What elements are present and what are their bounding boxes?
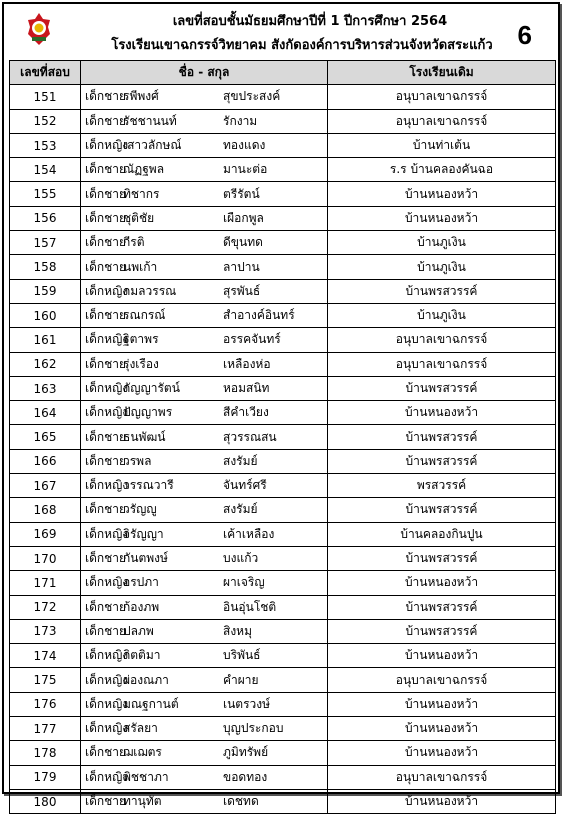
table-row	[10, 425, 556, 449]
name-prefix: เด็กหญิง	[85, 405, 129, 420]
exam-number-cell: 177	[10, 717, 81, 741]
exam-number-cell: 153	[10, 133, 81, 157]
previous-school-cell: บ้านภูเงิน	[328, 231, 556, 255]
last-name: บริพันธ์	[223, 648, 261, 663]
last-name: สีคำเวียง	[223, 405, 269, 420]
first-name: ทิชากร	[123, 186, 160, 201]
first-name: พิชชาภา	[123, 769, 169, 784]
student-name-cell	[81, 158, 328, 182]
name-prefix: เด็กหญิง	[85, 575, 129, 590]
table-row	[10, 789, 556, 813]
student-name-cell	[81, 474, 328, 498]
first-name: อรปภา	[123, 575, 159, 590]
first-name: รณกรณ์	[123, 308, 166, 323]
school-logo	[26, 12, 52, 46]
student-name-cell	[81, 595, 328, 619]
student-name-cell	[81, 425, 328, 449]
first-name: รุ่งเรือง	[123, 356, 159, 371]
name-prefix: เด็กชาย	[85, 210, 127, 225]
table-row	[10, 474, 556, 498]
column-header-exam-no: เลขที่สอบ	[10, 61, 81, 85]
previous-school-cell: ร.ร บ้านคลองคันฉอ	[328, 158, 556, 182]
first-name: ฌเฌตร	[123, 745, 162, 760]
name-prefix: เด็กชาย	[85, 745, 127, 760]
name-prefix: เด็กชาย	[85, 356, 127, 371]
exam-number-cell: 162	[10, 352, 81, 376]
first-name: กันตพงษ์	[123, 551, 168, 566]
table-header-row	[10, 61, 556, 85]
previous-school-cell: บ้านหนองหว้า	[328, 571, 556, 595]
first-name: ฐิตาพร	[123, 332, 159, 347]
exam-number-cell: 173	[10, 619, 81, 643]
name-prefix: เด็กชาย	[85, 235, 127, 250]
last-name: อรรคจันทร์	[223, 332, 281, 347]
student-name-cell	[81, 109, 328, 133]
first-name: วรพล	[123, 453, 152, 468]
student-name-cell	[81, 133, 328, 157]
exam-number-table	[9, 60, 556, 814]
last-name: หอมสนิท	[223, 381, 270, 395]
table-row	[10, 231, 556, 255]
previous-school-cell: อนุบาลเขาฉกรรจ์	[328, 109, 556, 133]
table-row	[10, 765, 556, 789]
table-row	[10, 279, 556, 303]
student-name-cell	[81, 571, 328, 595]
name-prefix: เด็กชาย	[85, 186, 127, 201]
student-name-cell	[81, 85, 328, 109]
student-name-cell	[81, 231, 328, 255]
previous-school-cell: บ้านคลองกินปูน	[328, 522, 556, 546]
first-name: ปลภพ	[123, 623, 154, 638]
first-name: กัญญารัตน์	[123, 381, 180, 395]
table-row	[10, 109, 556, 133]
name-prefix: เด็กหญิง	[85, 381, 129, 395]
table-row	[10, 522, 556, 546]
document-subtitle: โรงเรียนเขาฉกรรจ์วิทยาคม สังกัดองค์การบริหารส่วนจังหวัดสระแก้ว	[111, 38, 493, 53]
last-name: เดชทด	[223, 794, 259, 809]
last-name: สิงหมุ	[223, 623, 253, 638]
name-prefix: เด็กชาย	[85, 453, 127, 468]
previous-school-cell: บ้านพรสวรรค์	[328, 449, 556, 473]
student-name-cell	[81, 206, 328, 230]
exam-number-cell: 159	[10, 279, 81, 303]
last-name: เค้าเหลือง	[223, 526, 275, 541]
table-row	[10, 206, 556, 230]
student-name-cell	[81, 449, 328, 473]
previous-school-cell: บ้านพรสวรรค์	[328, 498, 556, 522]
last-name: สงรัมย์	[223, 502, 258, 517]
last-name: จันทร์ศรี	[223, 478, 267, 493]
name-prefix: เด็กชาย	[85, 259, 127, 274]
previous-school-cell: บ้านหนองหว้า	[328, 717, 556, 741]
previous-school-cell: บ้านหนองหว้า	[328, 644, 556, 668]
exam-number-cell: 163	[10, 376, 81, 400]
first-name: เสาวลักษณ์	[123, 138, 182, 153]
first-name: มณฐกานต์	[123, 696, 179, 711]
name-prefix: เด็กหญิง	[85, 721, 129, 736]
first-name: รพีพงศ์	[123, 89, 159, 104]
last-name: รักงาม	[223, 113, 258, 128]
exam-number-cell: 157	[10, 231, 81, 255]
previous-school-cell: อนุบาลเขาฉกรรจ์	[328, 765, 556, 789]
last-name: เนตรวงษ์	[223, 696, 271, 711]
name-prefix: เด็กชาย	[85, 599, 127, 614]
exam-number-cell: 179	[10, 765, 81, 789]
name-prefix: เด็กหญิง	[85, 648, 129, 663]
exam-number-cell: 155	[10, 182, 81, 206]
page-number: 6	[517, 20, 532, 50]
first-name: ก้องภพ	[123, 599, 160, 614]
student-name-cell	[81, 522, 328, 546]
last-name: ขอดทอง	[223, 769, 268, 784]
student-name-cell	[81, 765, 328, 789]
last-name: เผือกพูล	[223, 210, 264, 225]
table-row	[10, 133, 556, 157]
table-row	[10, 449, 556, 473]
previous-school-cell: บ้านพรสวรรค์	[328, 619, 556, 643]
name-prefix: เด็กหญิง	[85, 332, 129, 347]
last-name: ภูมิทรัพย์	[223, 745, 269, 760]
exam-number-cell: 172	[10, 595, 81, 619]
first-name: ผ่องณภา	[123, 672, 169, 687]
name-prefix: เด็กหญิง	[85, 696, 129, 711]
student-name-cell	[81, 401, 328, 425]
last-name: สำอางค์อินทร์	[223, 308, 295, 323]
student-name-cell	[81, 352, 328, 376]
table-row	[10, 692, 556, 716]
last-name: ลาปาน	[223, 259, 260, 274]
table-row	[10, 401, 556, 425]
first-name: นพเก้า	[123, 259, 158, 274]
first-name: กมลวรรณ	[123, 283, 177, 298]
last-name: บงแก้ว	[223, 551, 259, 566]
previous-school-cell: อนุบาลเขาฉกรรจ์	[328, 352, 556, 376]
student-name-cell	[81, 376, 328, 400]
previous-school-cell: บ้านพรสวรรค์	[328, 425, 556, 449]
previous-school-cell: บ้านพรสวรรค์	[328, 546, 556, 570]
first-name: ชุติชัย	[123, 210, 155, 225]
first-name: รัชชานนท์	[123, 113, 177, 128]
student-name-cell	[81, 668, 328, 692]
exam-number-cell: 176	[10, 692, 81, 716]
document-title: เลขที่สอบชั้นมัธยมศึกษาปีที่ 1 ปีการศึกษา 2564	[172, 14, 448, 29]
first-name: จิรัญญา	[123, 526, 164, 541]
table-row	[10, 546, 556, 570]
table-row	[10, 182, 556, 206]
previous-school-cell: บ้านหนองหว้า	[328, 182, 556, 206]
name-prefix: เด็กหญิง	[85, 672, 129, 687]
table-row	[10, 571, 556, 595]
exam-number-cell: 168	[10, 498, 81, 522]
name-prefix: เด็กชาย	[85, 89, 127, 104]
student-name-cell	[81, 182, 328, 206]
first-name: ธนพัฒน์	[123, 429, 166, 444]
first-name: สรัลยา	[123, 721, 158, 736]
previous-school-cell: บ้านหนองหว้า	[328, 206, 556, 230]
student-name-cell	[81, 692, 328, 716]
previous-school-cell: บ้านพรสวรรค์	[328, 376, 556, 400]
previous-school-cell: บ้านภูเงิน	[328, 255, 556, 279]
exam-number-cell: 165	[10, 425, 81, 449]
table-row	[10, 376, 556, 400]
exam-number-cell: 174	[10, 644, 81, 668]
last-name: สุรพันธ์	[223, 283, 261, 298]
exam-number-cell: 171	[10, 571, 81, 595]
student-name-cell	[81, 717, 328, 741]
table-row	[10, 158, 556, 182]
last-name: อินอุ่นโชติ	[223, 599, 277, 614]
last-name: สงรัมย์	[223, 453, 258, 468]
table-row	[10, 595, 556, 619]
table-row	[10, 85, 556, 109]
name-prefix: เด็กชาย	[85, 162, 127, 177]
name-prefix: เด็กชาย	[85, 794, 127, 809]
last-name: สุขประสงค์	[223, 89, 281, 104]
student-name-cell	[81, 789, 328, 813]
student-name-cell	[81, 255, 328, 279]
name-prefix: เด็กหญิง	[85, 526, 129, 541]
exam-number-cell: 160	[10, 303, 81, 327]
previous-school-cell: บ้านพรสวรรค์	[328, 595, 556, 619]
table-row	[10, 255, 556, 279]
student-name-cell	[81, 498, 328, 522]
previous-school-cell: บ้านพรสวรรค์	[328, 279, 556, 303]
first-name: ณัฏฐพล	[123, 162, 165, 177]
exam-number-cell: 178	[10, 741, 81, 765]
exam-number-cell: 156	[10, 206, 81, 230]
table-row	[10, 619, 556, 643]
table-row	[10, 352, 556, 376]
last-name: ทองแดง	[223, 138, 266, 153]
first-name: วรรณวารี	[123, 478, 174, 493]
name-prefix: เด็กหญิง	[85, 478, 129, 493]
name-prefix: เด็กชาย	[85, 308, 127, 323]
first-name: กีรติ	[123, 235, 145, 250]
name-prefix: เด็กชาย	[85, 502, 127, 517]
previous-school-cell: บ้านหนองหว้า	[328, 401, 556, 425]
last-name: บุญประกอบ	[223, 721, 284, 736]
exam-number-cell: 161	[10, 328, 81, 352]
previous-school-cell: อนุบาลเขาฉกรรจ์	[328, 85, 556, 109]
name-prefix: เด็กชาย	[85, 623, 127, 638]
name-prefix: เด็กหญิง	[85, 283, 129, 298]
name-prefix: เด็กหญิง	[85, 769, 129, 784]
exam-number-cell: 167	[10, 474, 81, 498]
exam-number-cell: 175	[10, 668, 81, 692]
name-prefix: เด็กหญิง	[85, 138, 129, 153]
previous-school-cell: อนุบาลเขาฉกรรจ์	[328, 328, 556, 352]
column-header-school: โรงเรียนเดิม	[328, 61, 556, 85]
name-prefix: เด็กชาย	[85, 429, 127, 444]
exam-number-cell: 151	[10, 85, 81, 109]
student-name-cell	[81, 328, 328, 352]
first-name: ปัญญาพร	[123, 405, 173, 420]
table-row	[10, 717, 556, 741]
exam-number-cell: 158	[10, 255, 81, 279]
last-name: มานะต่อ	[223, 162, 268, 177]
table-row	[10, 303, 556, 327]
table-row	[10, 644, 556, 668]
previous-school-cell: บ้านภูเงิน	[328, 303, 556, 327]
last-name: เหลืองห่อ	[223, 356, 271, 371]
last-name: คำผาย	[223, 672, 259, 687]
last-name: ตรีรัตน์	[223, 186, 260, 201]
previous-school-cell: บ้านท่าเต้น	[328, 133, 556, 157]
student-name-cell	[81, 279, 328, 303]
student-name-cell	[81, 741, 328, 765]
previous-school-cell: บ้านหนองหว้า	[328, 789, 556, 813]
student-name-cell	[81, 546, 328, 570]
table-row	[10, 328, 556, 352]
exam-number-cell: 169	[10, 522, 81, 546]
first-name: วรัญญู	[123, 502, 157, 517]
name-prefix: เด็กชาย	[85, 551, 127, 566]
column-header-name: ชื่อ - สกุล	[81, 61, 328, 85]
student-name-cell	[81, 619, 328, 643]
student-name-cell	[81, 644, 328, 668]
exam-number-cell: 154	[10, 158, 81, 182]
exam-number-cell: 166	[10, 449, 81, 473]
name-prefix: เด็กชาย	[85, 113, 127, 128]
exam-number-cell: 152	[10, 109, 81, 133]
exam-number-cell: 164	[10, 401, 81, 425]
exam-number-cell: 180	[10, 789, 81, 813]
exam-number-cell: 170	[10, 546, 81, 570]
table-row	[10, 498, 556, 522]
previous-school-cell: อนุบาลเขาฉกรรจ์	[328, 668, 556, 692]
student-name-cell	[81, 303, 328, 327]
table-row	[10, 741, 556, 765]
previous-school-cell: บ้านหนองหว้า	[328, 741, 556, 765]
last-name: ดีขุนทด	[223, 235, 263, 250]
first-name: กิตติมา	[123, 648, 161, 663]
previous-school-cell: บ้านหนองหว้า	[328, 692, 556, 716]
first-name: ทานุทัต	[123, 794, 162, 809]
previous-school-cell: พรสวรรค์	[328, 474, 556, 498]
last-name: ผาเจริญ	[223, 575, 265, 590]
last-name: สุวรรณสน	[223, 429, 277, 444]
table-row	[10, 668, 556, 692]
